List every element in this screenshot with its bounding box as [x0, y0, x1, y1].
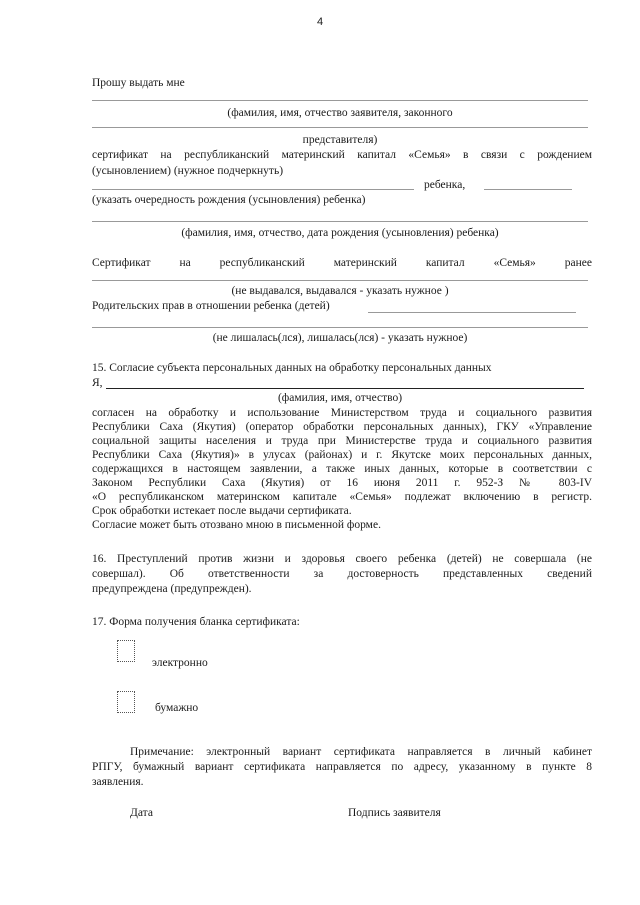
parental-rights-label: Родительских прав в отношении ребенка (детей) [92, 300, 330, 312]
section-16-last: предупреждена (предупрежден). [92, 583, 252, 595]
birth-order-caption: (указать очередность рождения (усыновления) ребенка) [92, 194, 366, 206]
prior-word: капитал [425, 257, 465, 269]
consent-line: Республики Саха (Якутия)» в улусах (районах) и г. Якутске моих персональных данных, [92, 449, 592, 461]
note-line: РПГУ, бумажный вариант сертификата направляется по адресу, указанному в пункте 8 [92, 761, 592, 773]
consent-term: Срок обработки истекает после выдачи сертификата. [92, 505, 352, 517]
child-caption: (фамилия, имя, отчество, дата рождения (усыновления) ребенка) [181, 227, 499, 239]
applicant-name-line-2[interactable] [92, 127, 588, 128]
prior-word: республиканский [219, 257, 305, 269]
child-info-line[interactable] [92, 221, 588, 222]
section-16-line: 16. Преступлений против жизни и здоровья своего ребенка (детей) не совершала (не [92, 553, 592, 565]
consent-line: согласен на обработку и использование Министерством труда и социального развития [92, 407, 592, 419]
consent-line: социальной защиты населения и труда при Министерстве труда и социального развития [92, 435, 592, 447]
consent-name-line[interactable] [106, 388, 584, 389]
consent-line: Республики Саха (Якутия) (оператор обработки персональных данных), ГКУ «Управление [92, 421, 592, 433]
prior-word: ранее [564, 257, 592, 269]
section-15-title: 15. Согласие субъекта персональных данных на обработку персональных данных [92, 362, 492, 374]
deprived-caption: (не лишалась(лся), лишалась(лся) - указать нужное) [212, 332, 468, 344]
date-label: Дата [130, 807, 153, 819]
section-16-line: совершал). Об ответственности за достоверность представленных сведений [92, 568, 592, 580]
child-word: ребенка, [424, 179, 466, 191]
option-electronic-label: электронно [152, 657, 208, 669]
prior-certificate-row [92, 256, 592, 270]
prior-word: на [179, 257, 191, 269]
consent-line: Законом Республики Саха (Якутия) от 16 июня 2011 г. 952-З № 803-IV [92, 477, 592, 489]
paper-checkbox[interactable] [117, 691, 135, 713]
note-last: заявления. [92, 776, 144, 788]
signature-label: Подпись заявителя [348, 807, 441, 819]
request-intro: Прошу выдать мне [92, 77, 185, 89]
applicant-name-line[interactable] [92, 100, 588, 101]
birth-order-line[interactable] [92, 189, 414, 190]
issued-line[interactable] [92, 280, 588, 281]
certificate-line-1: сертификат на республиканский материнский капитал «Семья» в связи с рождением [92, 149, 592, 161]
prior-word: «Семья» [493, 257, 536, 269]
issued-caption: (не выдавался, выдавался - указать нужное ) [231, 285, 449, 297]
prior-word: Сертификат [92, 257, 151, 269]
deprived-line[interactable] [92, 327, 588, 328]
option-paper-label: бумажно [155, 702, 199, 714]
section-17-title: 17. Форма получения бланка сертификата: [92, 616, 300, 628]
certificate-line-2: (усыновлением) (нужное подчеркнуть) [92, 165, 284, 177]
page-number: 4 [316, 16, 324, 28]
consent-revoke: Согласие может быть отозвано мною в письменной форме. [92, 519, 381, 531]
representative-caption: представителя) [302, 134, 378, 146]
applicant-caption: (фамилия, имя, отчество заявителя, законного [227, 107, 453, 119]
child-short-line[interactable] [484, 189, 572, 190]
electronic-checkbox[interactable] [117, 640, 135, 662]
note-line: Примечание: электронный вариант сертификата направляется в личный кабинет [130, 746, 592, 758]
consent-line: «О республиканском материнском капитале «Семья» подлежат включению в регистр. [92, 491, 592, 503]
parental-rights-line[interactable] [368, 312, 576, 313]
prior-word: материнский [333, 257, 397, 269]
consent-line: содержащихся в настоящем заявлении, а также иных данных, которые в соответствии с [92, 463, 592, 475]
consent-name-caption: (фамилия, имя, отчество) [277, 392, 403, 404]
section-15-ya: Я, [92, 377, 103, 389]
